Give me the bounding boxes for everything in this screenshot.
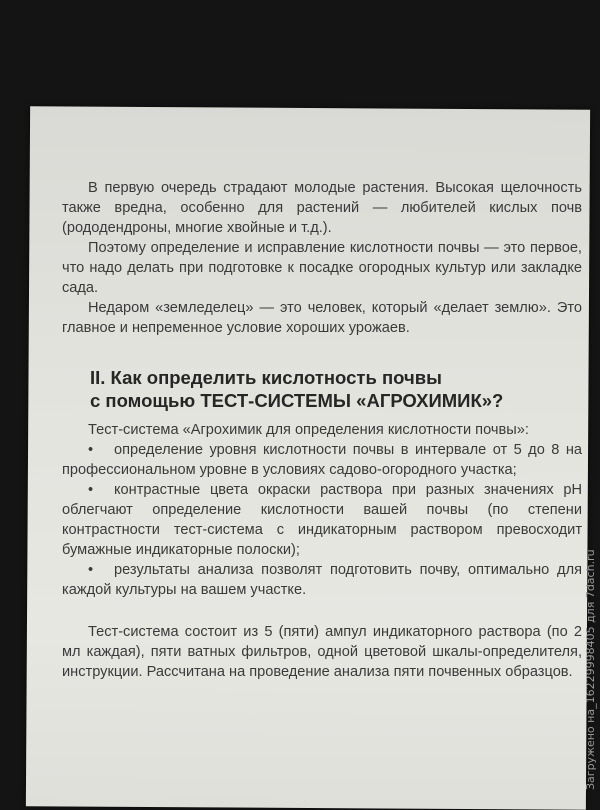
intro-paragraph-2: Поэтому определение и исправление кислотности почвы — это первое, что надо делать при подготовке к посадке огородных культур или закладке сада. bbox=[62, 240, 582, 296]
section-heading-line-1: II. Как определить кислотность почвы bbox=[90, 367, 442, 388]
bullet-text-1: определение уровня кислотности почвы в интервале от 5 до 8 на профессиональном уровне в условиях садово-огородного участка; bbox=[62, 442, 582, 478]
bullet-item-3 bbox=[62, 560, 582, 600]
watermark-text: Загружено на_16229998405 для 7dach.ru bbox=[584, 549, 597, 790]
intro-paragraph-1: В первую очередь страдают молодые растения. Высокая щелочность также вредна, особенно для растений — любителей кислых почв (рододендроны, многие хвойные и т.д.). bbox=[62, 180, 582, 236]
bullet-item-1 bbox=[62, 440, 582, 480]
bullet-text-3: результаты анализа позволят подготовить почву, оптимально для каждой культуры на вашем участке. bbox=[62, 562, 582, 598]
watermark bbox=[584, 250, 598, 790]
bullet-text-2: контрастные цвета окраски раствора при разных значениях pH облегчают определение кислотности вашей почвы (по степени контрастности тест-система с индикаторным раствором превосходит бумажные индикаторные полоски); bbox=[62, 482, 582, 558]
spacer bbox=[62, 600, 582, 622]
section-heading bbox=[62, 366, 582, 412]
intro-paragraph-3: Недаром «земледелец» — это человек, который «делает землю». Это главное и непременное условие хороших урожаев. bbox=[62, 300, 582, 336]
bullet-icon: • bbox=[88, 562, 94, 578]
bullet-item-2 bbox=[62, 480, 582, 560]
lead-paragraph: Тест-система «Агрохимик для определения кислотности почвы»: bbox=[88, 422, 529, 438]
section-heading-line-2: с помощью ТЕСТ-СИСТЕМЫ «АГРОХИМИК»? bbox=[90, 390, 504, 411]
bullet-icon: • bbox=[88, 442, 94, 458]
closing-paragraph: Тест-система состоит из 5 (пяти) ампул индикаторного раствора (по 2 мл каждая), пяти ватных фильтров, одной цветовой шкалы-определителя, инструкции. Рассчитана на проведение анализа пяти почвенных образцов. bbox=[62, 624, 582, 680]
bullet-icon: • bbox=[88, 482, 94, 498]
document-body bbox=[62, 178, 582, 682]
